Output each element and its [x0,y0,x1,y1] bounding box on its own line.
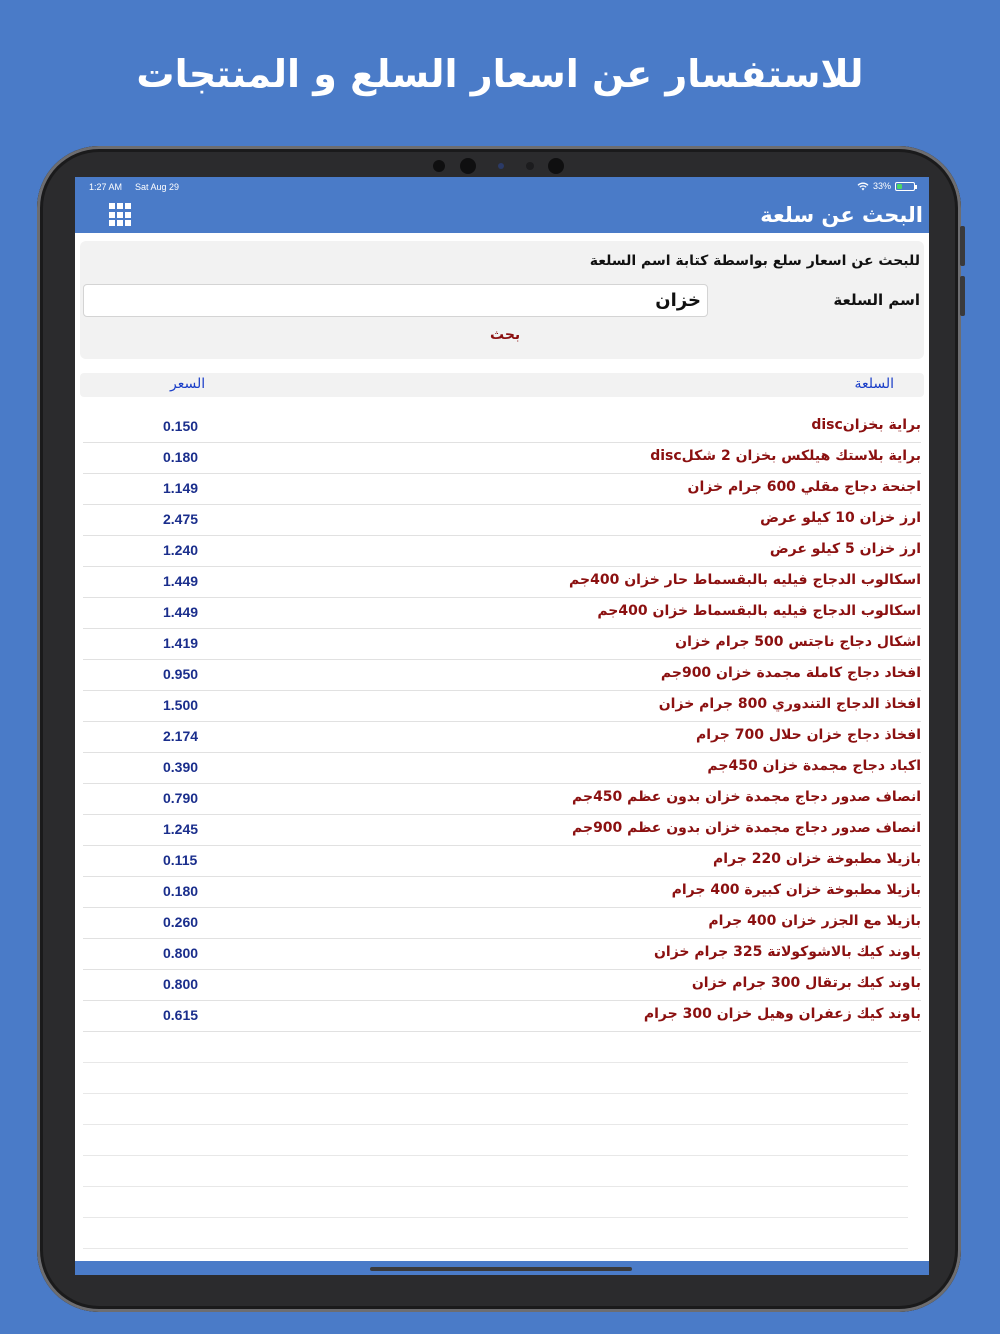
item-name: ارز خزان 5 كيلو عرض [769,541,921,557]
item-name: اجنحة دجاج مقلي 600 جرام خزان [687,479,921,495]
search-hint: للبحث عن اسعار سلع بواسطة كتابة اسم السلعة [589,253,920,269]
results-list [83,412,921,1249]
table-row[interactable] [83,691,921,722]
item-name: افخاد دجاج كاملة مجمدة خزان 900جم [660,665,921,681]
item-price: 0.800 [163,945,199,961]
table-row[interactable] [83,598,921,629]
item-price: 0.615 [163,1007,199,1023]
wifi-icon [857,182,869,191]
item-name: افخاذ دجاج خزان حلال 700 جرام [696,727,921,743]
item-price: 0.180 [163,883,199,899]
empty-row [83,1094,908,1125]
battery-icon [895,182,915,191]
item-name: براية بلاستك هيلكس بخزان 2 شكلdisc [650,448,921,464]
table-row[interactable] [83,505,921,536]
item-name: اشكال دجاج ناجتس 500 جرام خزان [675,634,921,650]
item-price: 0.180 [163,449,199,465]
item-price: 1.240 [163,542,199,558]
item-name: انصاف صدور دجاج مجمدة خزان بدون عظم 450جم [571,789,921,805]
status-date: Sat Aug 29 [135,182,180,192]
item-price: 1.245 [163,821,199,837]
home-indicator[interactable] [370,1267,632,1271]
column-header-price: السعر [170,376,206,392]
status-indicators [857,181,915,191]
table-header [80,373,924,397]
grid-menu-icon[interactable] [109,203,133,227]
item-name-label: اسم السلعة [833,291,920,309]
table-row[interactable] [83,939,921,970]
column-header-item: السلعة [854,376,894,392]
sensor-icon [498,163,504,169]
page-title: البحث عن سلعة [760,203,923,227]
nav-bar [75,201,929,233]
status-time: 1:27 AM [89,182,123,192]
item-name: افخاذ الدجاج التندوري 800 جرام خزان [658,696,921,712]
table-row[interactable] [83,660,921,691]
camera-icon [460,158,476,174]
item-price: 0.950 [163,666,199,682]
item-name: اكباد دجاج مجمدة خزان 450جم [707,758,921,774]
item-price: 1.449 [163,604,199,620]
item-name: بازيلا مطبوخة خزان 220 جرام [713,851,921,867]
search-button[interactable]: بحث [490,327,521,343]
item-name: باوند كيك برتقال 300 جرام خزان [691,975,921,991]
empty-row [83,1125,908,1156]
table-row[interactable] [83,908,921,939]
item-name: بازيلا مطبوخة خزان كبيرة 400 جرام [671,882,921,898]
item-name: انصاف صدور دجاج مجمدة خزان بدون عظم 900جم [571,820,921,836]
empty-row [83,1187,908,1218]
table-row[interactable] [83,877,921,908]
table-row[interactable] [83,443,921,474]
item-price: 2.174 [163,728,199,744]
item-price: 1.419 [163,635,199,651]
sensor-icon [548,158,564,174]
search-input[interactable] [83,284,708,317]
item-name: اسكالوب الدجاج فيليه بالبقسماط خزان 400جم [597,603,921,619]
table-row[interactable] [83,815,921,846]
item-name: باوند كيك زعفران وهيل خزان 300 جرام [643,1006,921,1022]
table-row[interactable] [83,722,921,753]
battery-percent: 33% [872,181,891,191]
item-price: 0.800 [163,976,199,992]
item-name: باوند كيك بالاشوكولاتة 325 جرام خزان [653,944,921,960]
item-price: 1.149 [163,480,199,496]
promo-title: للاستفسار عن اسعار السلع و المنتجات [136,52,864,96]
table-row[interactable] [83,753,921,784]
item-name: ارز خزان 10 كيلو عرض [760,510,921,526]
sensor-icon [433,160,445,172]
item-name: بازيلا مع الجزر خزان 400 جرام [708,913,921,929]
empty-row [83,1218,908,1249]
table-row[interactable] [83,784,921,815]
volume-down-button [960,276,965,316]
table-row[interactable] [83,412,921,443]
status-bar [75,177,929,201]
item-name: اسكالوب الدجاج فيليه بالبقسماط حار خزان 400جم [569,572,921,588]
item-price: 0.260 [163,914,199,930]
item-name: براية بخزانdisc [811,417,921,433]
table-row[interactable] [83,846,921,877]
item-price: 1.449 [163,573,199,589]
item-price: 0.390 [163,759,199,775]
item-price: 2.475 [163,511,199,527]
sensor-icon [526,162,534,170]
table-row[interactable] [83,567,921,598]
volume-up-button [960,226,965,266]
table-row[interactable] [83,1001,921,1032]
camera-bar [37,152,961,172]
table-row[interactable] [83,629,921,660]
item-price: 1.500 [163,697,199,713]
app-screen [75,177,929,1275]
table-row[interactable] [83,536,921,567]
search-panel [80,241,924,359]
table-row[interactable] [83,474,921,505]
item-price: 0.115 [163,852,198,868]
empty-row [83,1032,908,1063]
item-price: 0.150 [163,418,199,434]
item-price: 0.790 [163,790,199,806]
empty-row [83,1156,908,1187]
table-row[interactable] [83,970,921,1001]
tablet-frame [37,146,961,1312]
empty-row [83,1063,908,1094]
